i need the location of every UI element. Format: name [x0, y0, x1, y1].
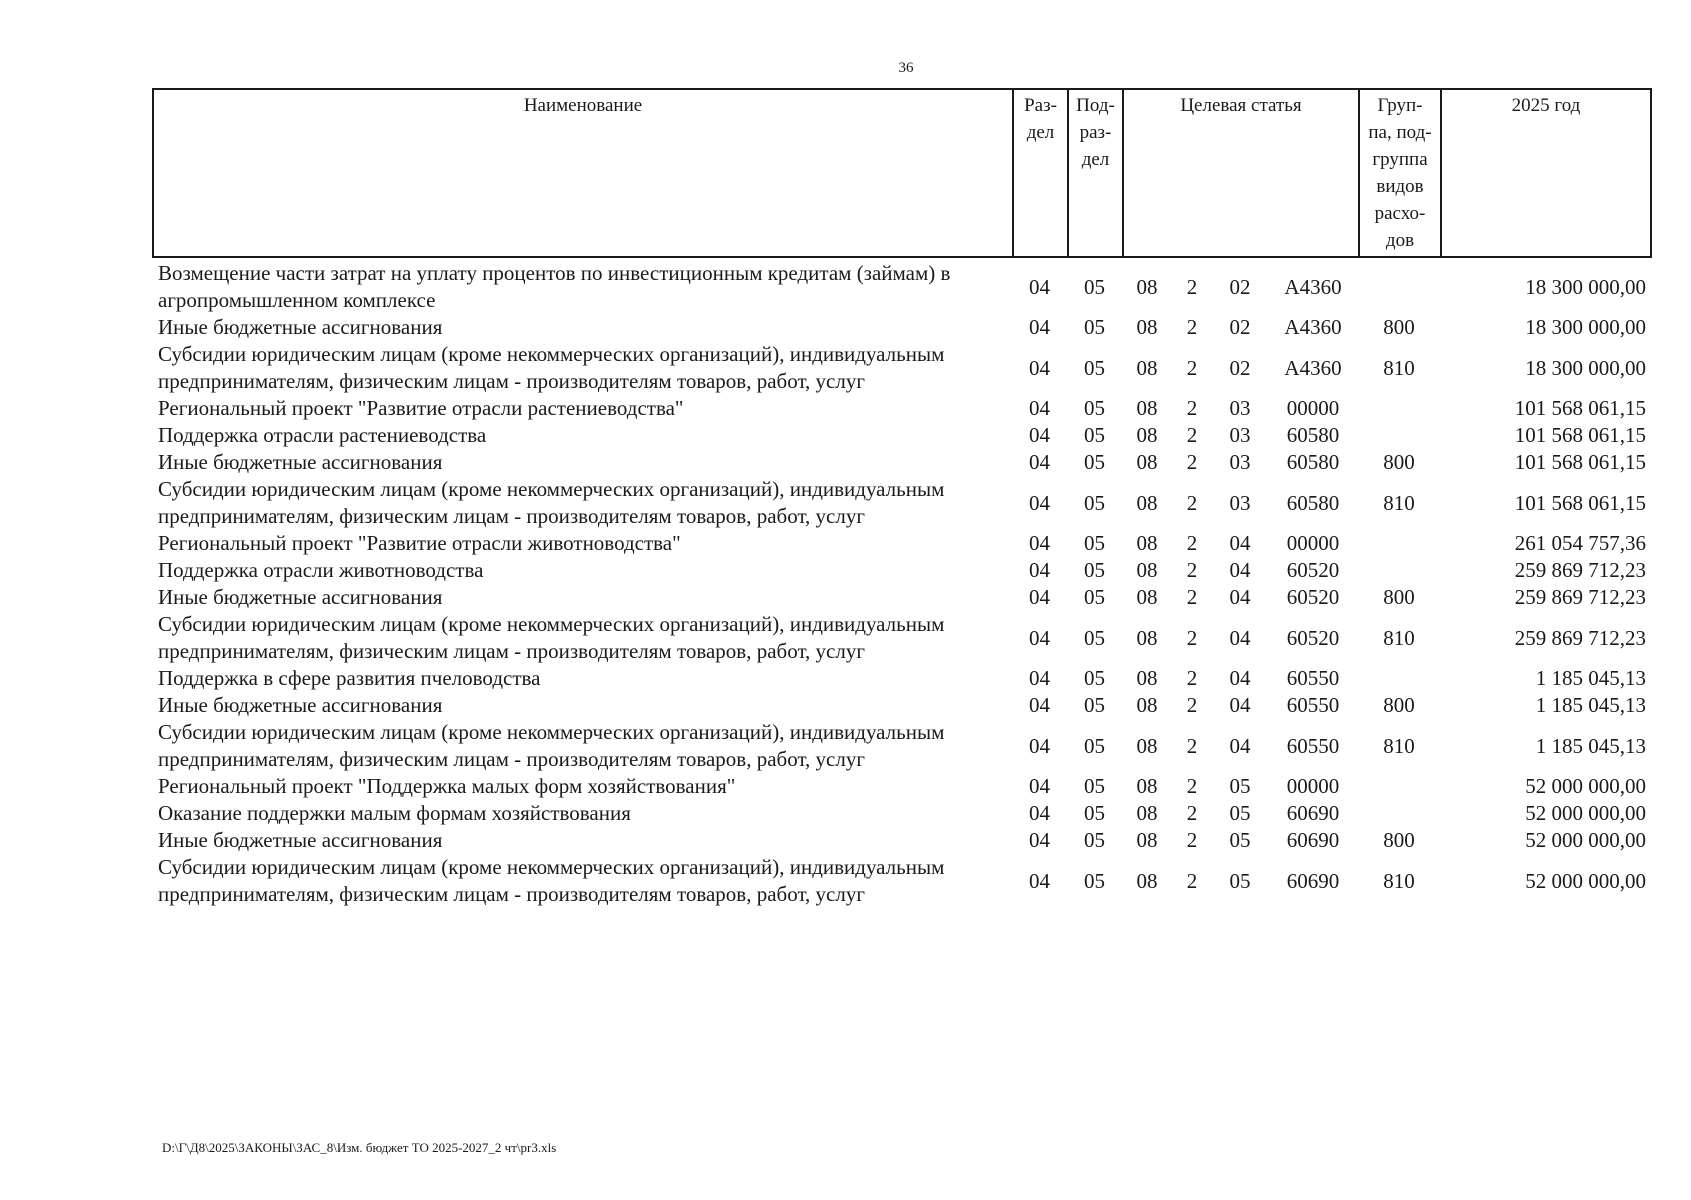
cell-target-type: 2 — [1186, 801, 1198, 825]
cell-section: 04 — [1029, 585, 1050, 609]
cell-target-project: 04 — [1229, 625, 1251, 650]
cell-target-project: 04 — [1229, 733, 1251, 758]
cell-section: 04 — [1029, 355, 1050, 380]
cell-section: 04 — [1029, 693, 1050, 717]
cell-subsection: 05 — [1084, 531, 1105, 555]
budget-table-body — [152, 260, 1650, 908]
cell-target-direction: А4360 — [1284, 315, 1342, 339]
footer-file-path: D:\Г\Д8\2025\ЗАКОНЫ\ЗАС_8\Изм. бюджет ТО 2025-2027_2 чт\pr3.xls — [162, 1140, 557, 1155]
table-row — [152, 557, 1650, 584]
cell-amount-2025: 18 300 000,00 — [1525, 355, 1646, 380]
cell-expense-group — [1358, 665, 1440, 692]
cell-target-type: 2 — [1186, 774, 1198, 798]
cell-target-project: 04 — [1229, 693, 1251, 717]
cell-target-program: 08 — [1136, 315, 1158, 339]
cell-section: 04 — [1029, 396, 1050, 420]
cell-target-type: 2 — [1186, 355, 1198, 380]
cell-target-project: 04 — [1229, 531, 1251, 555]
table-row — [152, 395, 1650, 422]
table-row — [152, 665, 1650, 692]
cell-target-type: 2 — [1186, 490, 1198, 515]
cell-target-program: 08 — [1136, 531, 1158, 555]
cell-target-type: 2 — [1186, 693, 1198, 717]
cell-target-type: 2 — [1186, 733, 1198, 758]
cell-target-type: 2 — [1186, 558, 1198, 582]
table-row — [152, 260, 1650, 314]
cell-name: Иные бюджетные ассигнования — [158, 828, 443, 852]
cell-name: Субсидии юридическим лицам (кроме некоммерческих организаций), индивидуальным предпринимателям, физическим лицам - производителям товаров, работ, услуг — [158, 342, 945, 393]
table-row — [152, 611, 1650, 665]
cell-target-program: 08 — [1136, 774, 1158, 798]
table-row — [152, 341, 1650, 395]
cell-expense-group: 810 — [1383, 868, 1415, 893]
cell-target-project: 03 — [1229, 490, 1251, 515]
cell-amount-2025: 18 300 000,00 — [1525, 274, 1646, 299]
cell-subsection: 05 — [1084, 274, 1105, 299]
cell-expense-group — [1358, 800, 1440, 827]
cell-target-direction: 60690 — [1286, 801, 1340, 825]
cell-name: Региональный проект "Развитие отрасли растениеводства" — [158, 396, 684, 420]
cell-target-direction: 00000 — [1286, 531, 1340, 555]
cell-target-program: 08 — [1136, 396, 1158, 420]
cell-amount-2025: 259 869 712,23 — [1514, 558, 1646, 582]
table-row — [152, 827, 1650, 854]
header-expense-group: Груп- па, под- группа видов расхо- дов — [1359, 89, 1441, 257]
page-number: 36 — [898, 60, 914, 76]
cell-name: Региональный проект "Развитие отрасли животноводства" — [158, 531, 681, 555]
cell-expense-group — [1358, 395, 1440, 422]
table-row — [152, 719, 1650, 773]
cell-name: Поддержка в сфере развития пчеловодства — [158, 666, 541, 690]
cell-section: 04 — [1029, 828, 1050, 852]
cell-target-type: 2 — [1186, 423, 1198, 447]
cell-expense-group — [1358, 557, 1440, 584]
cell-target-program: 08 — [1136, 801, 1158, 825]
cell-subsection: 05 — [1084, 490, 1105, 515]
cell-target-program: 08 — [1136, 585, 1158, 609]
cell-target-program: 08 — [1136, 828, 1158, 852]
cell-amount-2025: 259 869 712,23 — [1514, 585, 1646, 609]
cell-section: 04 — [1029, 801, 1050, 825]
table-row — [152, 854, 1650, 908]
table-row — [152, 422, 1650, 449]
cell-name: Субсидии юридическим лицам (кроме некоммерческих организаций), индивидуальным предпринимателям, физическим лицам - производителям товаров, работ, услуг — [158, 855, 945, 906]
header-section: Раз- дел — [1013, 89, 1068, 257]
cell-amount-2025: 1 185 045,13 — [1535, 693, 1646, 717]
table-row — [152, 314, 1650, 341]
cell-amount-2025: 101 568 061,15 — [1514, 423, 1646, 447]
cell-section: 04 — [1029, 733, 1050, 758]
cell-expense-group: 810 — [1383, 490, 1415, 515]
cell-name: Иные бюджетные ассигнования — [158, 315, 443, 339]
cell-expense-group — [1358, 422, 1440, 449]
cell-subsection: 05 — [1084, 693, 1105, 717]
cell-target-program: 08 — [1136, 355, 1158, 380]
cell-section: 04 — [1029, 450, 1050, 474]
cell-target-type: 2 — [1186, 666, 1198, 690]
table-header — [152, 88, 1652, 258]
cell-target-program: 08 — [1136, 490, 1158, 515]
cell-expense-group: 810 — [1383, 355, 1415, 380]
cell-target-type: 2 — [1186, 396, 1198, 420]
cell-subsection: 05 — [1084, 774, 1105, 798]
cell-subsection: 05 — [1084, 733, 1105, 758]
cell-name: Поддержка отрасли растениеводства — [158, 423, 487, 447]
header-subsection: Под- раз- дел — [1068, 89, 1123, 257]
cell-expense-group: 800 — [1383, 315, 1415, 339]
cell-target-program: 08 — [1136, 558, 1158, 582]
cell-target-project: 05 — [1229, 801, 1251, 825]
cell-expense-group: 800 — [1383, 693, 1415, 717]
header-target-article: Целевая статья — [1123, 89, 1359, 257]
cell-target-direction: 60690 — [1286, 828, 1340, 852]
cell-target-type: 2 — [1186, 450, 1198, 474]
cell-amount-2025: 259 869 712,23 — [1514, 625, 1646, 650]
cell-section: 04 — [1029, 423, 1050, 447]
cell-amount-2025: 101 568 061,15 — [1514, 450, 1646, 474]
cell-expense-group — [1358, 530, 1440, 557]
cell-target-project: 02 — [1229, 274, 1251, 299]
cell-target-type: 2 — [1186, 868, 1198, 893]
cell-name: Иные бюджетные ассигнования — [158, 450, 443, 474]
cell-amount-2025: 1 185 045,13 — [1535, 666, 1646, 690]
cell-target-project: 04 — [1229, 666, 1251, 690]
cell-target-direction: 60550 — [1286, 666, 1340, 690]
table-row — [152, 449, 1650, 476]
table-row — [152, 584, 1650, 611]
cell-target-project: 03 — [1229, 423, 1251, 447]
cell-target-direction: 60520 — [1286, 558, 1340, 582]
cell-amount-2025: 52 000 000,00 — [1525, 774, 1646, 798]
cell-section: 04 — [1029, 274, 1050, 299]
cell-target-project: 05 — [1229, 868, 1251, 893]
cell-section: 04 — [1029, 666, 1050, 690]
cell-target-type: 2 — [1186, 828, 1198, 852]
cell-amount-2025: 52 000 000,00 — [1525, 828, 1646, 852]
cell-target-direction: А4360 — [1284, 274, 1342, 299]
cell-subsection: 05 — [1084, 625, 1105, 650]
cell-amount-2025: 1 185 045,13 — [1535, 733, 1646, 758]
cell-subsection: 05 — [1084, 868, 1105, 893]
cell-target-project: 03 — [1229, 396, 1251, 420]
cell-expense-group — [1358, 260, 1440, 314]
table-row — [152, 773, 1650, 800]
cell-target-project: 02 — [1229, 315, 1251, 339]
cell-target-project: 02 — [1229, 355, 1251, 380]
cell-target-direction: 60520 — [1286, 585, 1340, 609]
cell-target-direction: 60580 — [1286, 450, 1340, 474]
cell-name: Иные бюджетные ассигнования — [158, 693, 443, 717]
cell-subsection: 05 — [1084, 315, 1105, 339]
table-row — [152, 476, 1650, 530]
cell-target-type: 2 — [1186, 274, 1198, 299]
cell-target-direction: А4360 — [1284, 355, 1342, 380]
header-year: 2025 год — [1441, 89, 1651, 257]
cell-target-direction: 60580 — [1286, 423, 1340, 447]
cell-target-direction: 60690 — [1286, 868, 1340, 893]
cell-name: Возмещение части затрат на уплату процентов по инвестиционным кредитам (займам) в агропромышленном комплексе — [158, 261, 951, 312]
cell-name: Поддержка отрасли животноводства — [158, 558, 484, 582]
cell-target-direction: 60550 — [1286, 733, 1340, 758]
cell-name: Оказание поддержки малым формам хозяйствования — [158, 801, 631, 825]
cell-name: Субсидии юридическим лицам (кроме некоммерческих организаций), индивидуальным предпринимателям, физическим лицам - производителям товаров, работ, услуг — [158, 720, 945, 771]
cell-amount-2025: 52 000 000,00 — [1525, 801, 1646, 825]
cell-target-program: 08 — [1136, 625, 1158, 650]
cell-section: 04 — [1029, 490, 1050, 515]
cell-section: 04 — [1029, 531, 1050, 555]
header-name: Наименование — [153, 89, 1013, 257]
cell-target-program: 08 — [1136, 868, 1158, 893]
cell-section: 04 — [1029, 625, 1050, 650]
cell-subsection: 05 — [1084, 801, 1105, 825]
cell-target-type: 2 — [1186, 585, 1198, 609]
table-row — [152, 692, 1650, 719]
cell-target-program: 08 — [1136, 423, 1158, 447]
cell-subsection: 05 — [1084, 585, 1105, 609]
cell-amount-2025: 261 054 757,36 — [1514, 531, 1646, 555]
cell-section: 04 — [1029, 315, 1050, 339]
cell-target-program: 08 — [1136, 666, 1158, 690]
cell-subsection: 05 — [1084, 396, 1105, 420]
cell-subsection: 05 — [1084, 828, 1105, 852]
cell-target-type: 2 — [1186, 315, 1198, 339]
cell-target-program: 08 — [1136, 274, 1158, 299]
cell-section: 04 — [1029, 868, 1050, 893]
cell-target-direction: 60550 — [1286, 693, 1340, 717]
cell-section: 04 — [1029, 558, 1050, 582]
cell-target-project: 05 — [1229, 774, 1251, 798]
cell-target-program: 08 — [1136, 693, 1158, 717]
cell-target-project: 04 — [1229, 585, 1251, 609]
cell-expense-group: 800 — [1383, 450, 1415, 474]
cell-expense-group — [1358, 773, 1440, 800]
cell-subsection: 05 — [1084, 558, 1105, 582]
cell-target-direction: 60580 — [1286, 490, 1340, 515]
cell-target-type: 2 — [1186, 625, 1198, 650]
cell-section: 04 — [1029, 774, 1050, 798]
cell-target-direction: 60520 — [1286, 625, 1340, 650]
cell-target-program: 08 — [1136, 450, 1158, 474]
cell-target-direction: 00000 — [1286, 774, 1340, 798]
cell-expense-group: 810 — [1383, 625, 1415, 650]
cell-name: Субсидии юридическим лицам (кроме некоммерческих организаций), индивидуальным предпринимателям, физическим лицам - производителям товаров, работ, услуг — [158, 477, 945, 528]
cell-amount-2025: 52 000 000,00 — [1525, 868, 1646, 893]
cell-subsection: 05 — [1084, 355, 1105, 380]
cell-amount-2025: 18 300 000,00 — [1525, 315, 1646, 339]
cell-target-project: 03 — [1229, 450, 1251, 474]
cell-expense-group: 810 — [1383, 733, 1415, 758]
cell-name: Региональный проект "Поддержка малых форм хозяйствования" — [158, 774, 736, 798]
cell-target-program: 08 — [1136, 733, 1158, 758]
cell-expense-group: 800 — [1383, 585, 1415, 609]
table-row — [152, 800, 1650, 827]
cell-name: Субсидии юридическим лицам (кроме некоммерческих организаций), индивидуальным предпринимателям, физическим лицам - производителям товаров, работ, услуг — [158, 612, 945, 663]
cell-subsection: 05 — [1084, 423, 1105, 447]
cell-subsection: 05 — [1084, 666, 1105, 690]
table-row — [152, 530, 1650, 557]
cell-amount-2025: 101 568 061,15 — [1514, 490, 1646, 515]
cell-expense-group: 800 — [1383, 828, 1415, 852]
cell-target-project: 05 — [1229, 828, 1251, 852]
cell-target-project: 04 — [1229, 558, 1251, 582]
cell-amount-2025: 101 568 061,15 — [1514, 396, 1646, 420]
cell-name: Иные бюджетные ассигнования — [158, 585, 443, 609]
cell-subsection: 05 — [1084, 450, 1105, 474]
cell-target-direction: 00000 — [1286, 396, 1340, 420]
cell-target-type: 2 — [1186, 531, 1198, 555]
